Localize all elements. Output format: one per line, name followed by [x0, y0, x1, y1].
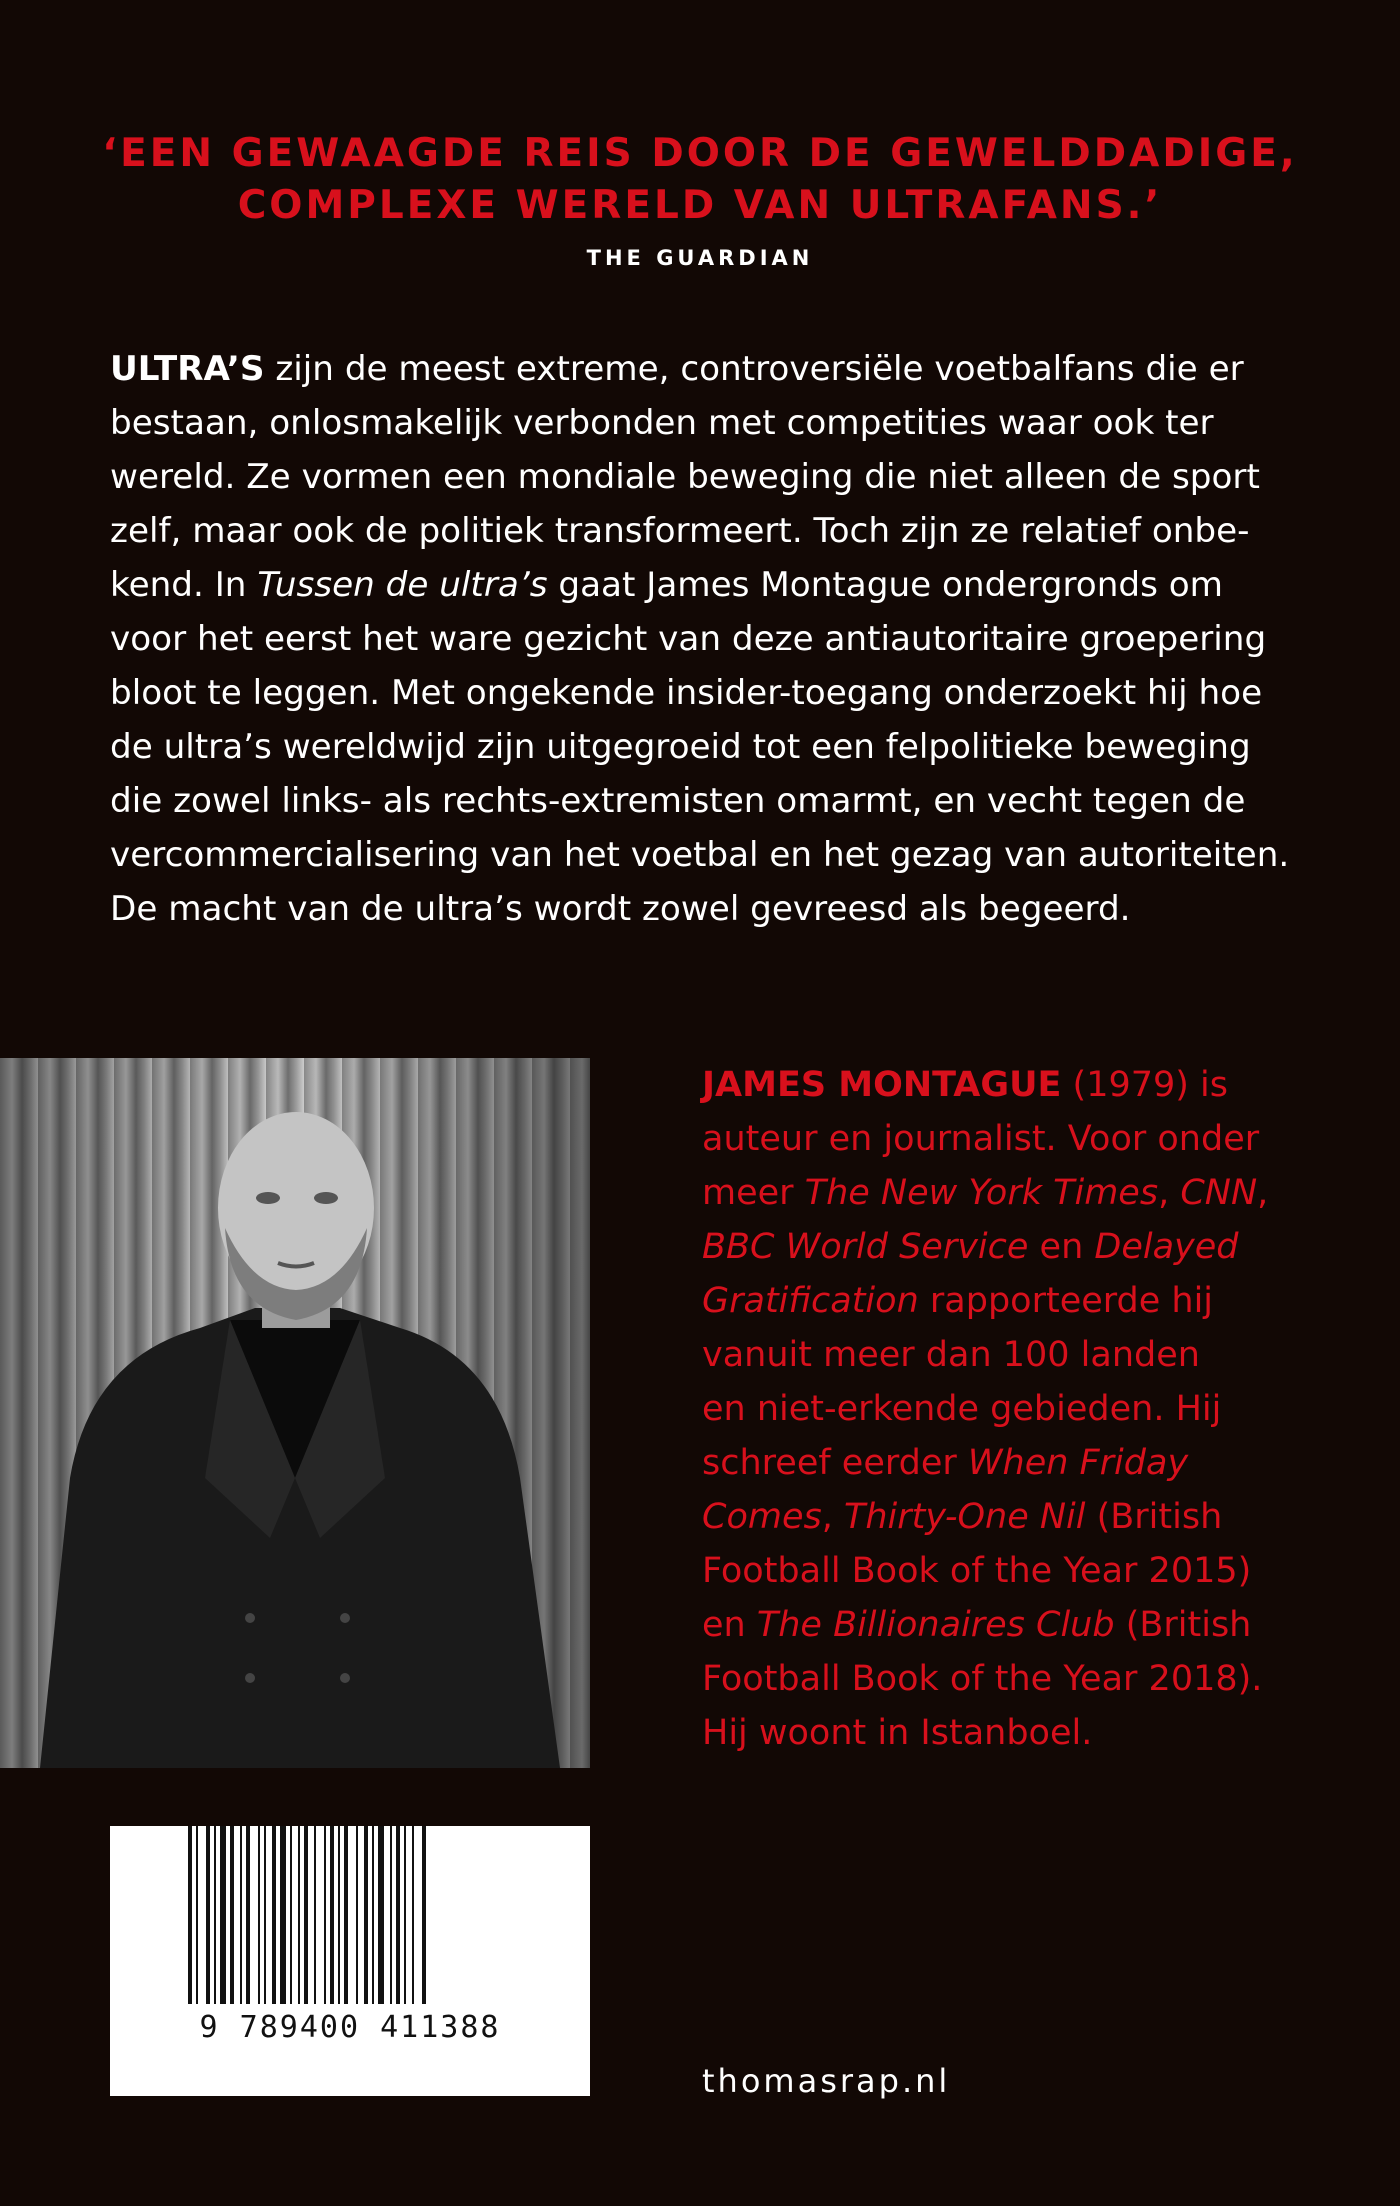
blurb-text: zijn de meest extreme, controversiële voetbalfans die er: [264, 349, 1244, 389]
quote-line-2: COMPLEXE WERELD VAN ULTRAFANS.’: [237, 183, 1163, 228]
blurb-line: [110, 342, 1310, 396]
barcode-bar: [258, 1826, 260, 2004]
barcode-bar: [230, 1826, 234, 2004]
blurb-line: bestaan, onlosmakelijk verbonden met competities waar ook ter: [110, 403, 1214, 443]
barcode-bar: [196, 1826, 198, 2004]
bio-line: [702, 1436, 1302, 1490]
bio-line: [702, 1220, 1302, 1274]
book-title: Comes: [702, 1497, 822, 1537]
bio-line: [702, 1274, 1302, 1328]
barcode-bar: [390, 1826, 392, 2004]
barcode-bar: [422, 1826, 426, 2004]
blurb-line: die zowel links- als rechts-extremisten omarmt, en vecht tegen de: [110, 781, 1246, 821]
book-blurb: [110, 342, 1310, 936]
barcode-bar: [330, 1826, 334, 2004]
barcode-bar: [264, 1826, 266, 2004]
bio-line: auteur en journalist. Voor onder: [702, 1119, 1260, 1159]
blurb-text: kend. In: [110, 565, 258, 605]
blurb-line: bloot te leggen. Met ongekende insider-toegang onderzoekt hij hoe: [110, 673, 1263, 713]
bio-text: rapporteerde hij: [918, 1281, 1214, 1321]
barcode-bar: [356, 1826, 358, 2004]
bio-line: [702, 1058, 1302, 1112]
barcode-bar: [240, 1826, 242, 2004]
barcode-bar: [324, 1826, 326, 2004]
pull-quote: [0, 128, 1400, 270]
barcode-bar: [280, 1826, 286, 2004]
author-silhouette: [0, 1058, 590, 1768]
bio-line: vanuit meer dan 100 landen: [702, 1335, 1200, 1375]
blurb-line: De macht van de ultra’s wordt zowel gevreesd als begeerd.: [110, 889, 1131, 929]
bio-line: Hij woont in Istanboel.: [702, 1713, 1093, 1753]
blurb-line: wereld. Ze vormen een mondiale beweging die niet alleen de sport: [110, 457, 1260, 497]
author-bio: [702, 1058, 1302, 1760]
blurb-lead-word: ULTRA’S: [110, 349, 265, 389]
barcode-bar: [412, 1826, 414, 2004]
bio-line: [702, 1490, 1302, 1544]
barcode-bar: [364, 1826, 368, 2004]
bio-text: meer: [702, 1173, 805, 1213]
book-title: Thirty-One Nil: [843, 1497, 1086, 1537]
blurb-text: gaat James Montague ondergronds om: [547, 565, 1223, 605]
barcode-bar: [246, 1826, 250, 2004]
publisher-website: thomasrap.nl: [702, 2062, 951, 2100]
bio-text: ,: [1257, 1173, 1269, 1213]
barcode-bar: [404, 1826, 406, 2004]
bio-text: schreef eerder: [702, 1443, 968, 1483]
bio-line: [702, 1598, 1302, 1652]
bio-text: (1979) is: [1061, 1065, 1229, 1105]
barcode-bar: [396, 1826, 400, 2004]
bio-line: en niet-erkende gebieden. Hij: [702, 1389, 1222, 1429]
author-name: JAMES MONTAGUE: [702, 1065, 1062, 1105]
isbn-barcode: [110, 1826, 590, 2096]
barcode-bar: [272, 1826, 276, 2004]
barcode-bar: [378, 1826, 384, 2004]
blurb-line: zelf, maar ook de politiek transformeert. Toch zijn ze relatief onbe-: [110, 511, 1250, 551]
bio-text: ,: [1158, 1173, 1181, 1213]
bio-text: en: [1028, 1227, 1095, 1267]
bio-text: ,: [821, 1497, 844, 1537]
quote-source: THE GUARDIAN: [586, 246, 814, 270]
barcode-bar: [220, 1826, 226, 2004]
publication-title: CNN: [1180, 1173, 1258, 1213]
blurb-line: vercommercialisering van het voetbal en het gezag van autoriteiten.: [110, 835, 1290, 875]
book-title: When Friday: [967, 1443, 1189, 1483]
bio-text: (British: [1114, 1605, 1252, 1645]
blurb-line: de ultra’s wereldwijd zijn uitgegroeid tot een felpolitieke beweging: [110, 727, 1251, 767]
barcode-bar: [206, 1826, 210, 2004]
book-title: The Billionaires Club: [756, 1605, 1115, 1645]
publication-title: BBC World Service: [702, 1227, 1029, 1267]
book-title: Tussen de ultra’s: [257, 565, 548, 605]
publication-title: The New York Times: [804, 1173, 1159, 1213]
blurb-line: voor het eerst het ware gezicht van deze antiautoritaire groepering: [110, 619, 1267, 659]
barcode-bar: [314, 1826, 316, 2004]
blurb-line: [110, 558, 1310, 612]
barcode-bar: [188, 1826, 192, 2004]
bio-text: (British: [1085, 1497, 1223, 1537]
bio-text: en: [702, 1605, 757, 1645]
publication-title: Gratification: [702, 1281, 919, 1321]
isbn-number: 9 789400 411388: [199, 2010, 501, 2045]
barcode-bar: [304, 1826, 308, 2004]
quote-line-1: ‘EEN GEWAAGDE REIS DOOR DE GEWELDDADIGE,: [102, 131, 1298, 176]
bio-line: Football Book of the Year 2018).: [702, 1659, 1263, 1699]
barcode-bars: [110, 1826, 590, 2096]
barcode-bar: [290, 1826, 292, 2004]
barcode-bar: [344, 1826, 348, 2004]
bio-line: Football Book of the Year 2015): [702, 1551, 1252, 1591]
publication-title: Delayed: [1094, 1227, 1239, 1267]
bio-line: [702, 1166, 1302, 1220]
barcode-bar: [214, 1826, 216, 2004]
barcode-bar: [338, 1826, 340, 2004]
barcode-bar: [372, 1826, 374, 2004]
barcode-bar: [298, 1826, 300, 2004]
author-photo: [0, 1058, 590, 1768]
